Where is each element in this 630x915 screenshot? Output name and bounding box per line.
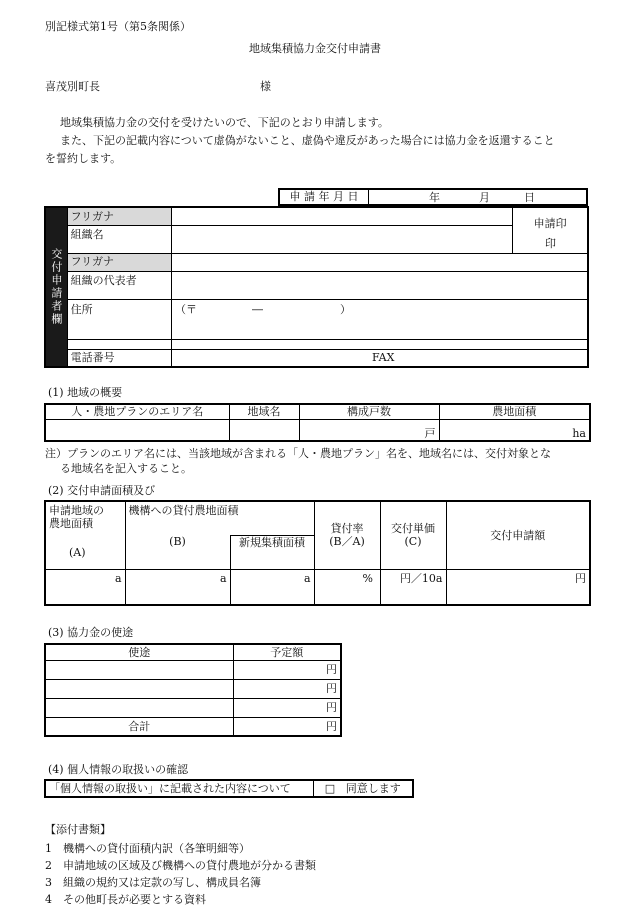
col-unit-price-line2: (C) xyxy=(404,535,422,549)
col-leased-area: 機構への貸付農地面積 xyxy=(125,501,314,535)
usage-field-2[interactable] xyxy=(45,679,233,698)
col-lease-rate-line1: 貸付率 xyxy=(330,522,364,536)
section3-heading: (3) 協力金の使途 xyxy=(48,626,134,639)
privacy-statement: 「個人情報の取扱い」に記載された内容について xyxy=(45,780,313,797)
section1-heading: (1) 地域の概要 xyxy=(48,386,123,399)
amount-field-2[interactable] xyxy=(233,679,341,698)
usage-field-1[interactable] xyxy=(45,660,233,679)
farmland-area-field[interactable] xyxy=(439,419,590,441)
total-label: 合計 xyxy=(45,717,233,736)
unit-price-field[interactable] xyxy=(380,569,446,605)
unit-yen-2: 円 xyxy=(326,681,337,695)
col-application-amount: 交付申請額 xyxy=(446,501,590,569)
households-field[interactable] xyxy=(299,419,439,441)
unit-are-b: a xyxy=(219,571,227,585)
attachment-item: 1 機構への貸付面積内訳（各筆明細等） xyxy=(45,842,250,855)
address-label: 住所 xyxy=(67,299,171,339)
unit-percent: % xyxy=(362,571,373,585)
col-lease-rate-line2: (B／A) xyxy=(329,535,365,549)
address-spacer xyxy=(67,339,171,349)
area-name-field[interactable] xyxy=(45,419,229,441)
attachment-item: 4 その他町長が必要とする資料 xyxy=(45,893,206,906)
fund-usage-table xyxy=(44,643,342,737)
leased-area-field[interactable] xyxy=(125,569,230,605)
address-field-continued[interactable] xyxy=(171,339,588,349)
seal-mark: 印 xyxy=(545,237,556,250)
amount-field-3[interactable] xyxy=(233,698,341,717)
date-year: 年 xyxy=(429,191,440,204)
rep-name-label: 組織の代表者 xyxy=(67,271,171,299)
unit-hectare: ha xyxy=(572,426,586,440)
total-amount-field[interactable] xyxy=(233,717,341,736)
seal-label: 申請印 xyxy=(533,216,567,230)
application-amount-field[interactable] xyxy=(446,569,590,605)
org-name-label: 組織名 xyxy=(67,225,171,253)
fax-label: FAX xyxy=(371,351,395,365)
application-date-field[interactable] xyxy=(369,189,588,205)
section1-note-2: る地域名を記入すること。 xyxy=(60,462,192,475)
col-region-farmland-line1: 申請地域の xyxy=(49,504,104,517)
org-name-field[interactable] xyxy=(171,225,512,253)
document-title: 地域集積協力金交付申請書 xyxy=(249,42,381,55)
col-unit-price-line1: 交付単価 xyxy=(391,522,435,536)
region-overview-table xyxy=(44,403,591,442)
attachment-item: 3 組織の規約又は定款の写し、構成員名簿 xyxy=(45,876,261,889)
col-usage: 使途 xyxy=(45,644,233,660)
org-furigana-field[interactable] xyxy=(171,207,512,225)
unit-yen-per-10a: 円／10a xyxy=(399,571,443,585)
attachments-heading: 【添付書類】 xyxy=(45,823,111,836)
unit-yen-total: 円 xyxy=(326,719,337,733)
privacy-consent-table xyxy=(44,779,414,798)
phone-label: 電話番号 xyxy=(67,349,171,367)
new-consolidation-field[interactable] xyxy=(230,569,314,605)
col-leased-area-b: (B) xyxy=(125,535,230,569)
region-name-field[interactable] xyxy=(229,419,299,441)
lease-rate-field[interactable] xyxy=(314,569,380,605)
unit-yen-1: 円 xyxy=(326,662,337,676)
furigana-label-1: フリガナ xyxy=(67,207,171,225)
postal-code: （〒 ― ） xyxy=(174,302,351,316)
col-lease-rate xyxy=(314,501,380,569)
col-region-farmland-a: (A) xyxy=(69,546,86,560)
addressee: 喜茂別町長 xyxy=(45,80,100,93)
consent-label: 同意します xyxy=(345,781,401,795)
region-farmland-field[interactable] xyxy=(45,569,125,605)
application-area-table xyxy=(44,500,591,606)
unit-are-a: a xyxy=(114,571,122,585)
intro-line-3: を誓約します。 xyxy=(45,152,122,165)
section2-heading: (2) 交付申請面積及び xyxy=(48,484,156,497)
intro-line-2: また、下記の記載内容について虚偽がないこと、虚偽や違反があった場合には協力金を返還すること xyxy=(60,134,555,147)
amount-field-1[interactable] xyxy=(233,660,341,679)
col-planned-amount: 予定額 xyxy=(233,644,341,660)
applicant-table xyxy=(44,206,589,368)
col-region-farmland-line2: 農地面積 xyxy=(49,517,93,531)
intro-line-1: 地域集積協力金の交付を受けたいので、下記のとおり申請します。 xyxy=(60,116,389,129)
address-field[interactable] xyxy=(171,299,588,339)
form-number: 別記様式第1号（第5条関係） xyxy=(45,20,191,33)
unit-households: 戸 xyxy=(424,426,436,440)
date-day: 日 xyxy=(524,191,535,204)
usage-field-3[interactable] xyxy=(45,698,233,717)
col-households: 構成戸数 xyxy=(299,404,439,419)
unit-are-new: a xyxy=(303,571,311,585)
attachments-list xyxy=(45,840,316,908)
rep-name-field[interactable] xyxy=(171,271,588,299)
applicant-section-label: 交付申請者欄 xyxy=(45,207,67,367)
unit-yen-3: 円 xyxy=(326,700,337,714)
col-farmland-area: 農地面積 xyxy=(439,404,590,419)
furigana-label-2: フリガナ xyxy=(67,253,171,271)
application-date-label: 申 請 年 月 日 xyxy=(279,189,369,205)
section4-heading: (4) 個人情報の取扱いの確認 xyxy=(48,763,189,776)
col-region-name: 地域名 xyxy=(229,404,299,419)
unit-yen: 円 xyxy=(575,571,586,585)
col-new-consolidation: 新規集積面積 xyxy=(230,535,314,569)
col-unit-price xyxy=(380,501,446,569)
consent-checkbox[interactable]: □ xyxy=(324,781,336,795)
addressee-honorific: 様 xyxy=(260,80,271,93)
attachment-item: 2 申請地域の区域及び機構への貸付農地が分かる書類 xyxy=(45,859,316,872)
rep-furigana-field[interactable] xyxy=(171,253,588,271)
date-month: 月 xyxy=(479,191,490,204)
phone-fax-field[interactable] xyxy=(171,349,588,367)
col-region-farmland xyxy=(45,501,125,569)
section1-note-1: 注）プランのエリア名には、当該地域が含まれる「人・農地プラン」名を、地域名には、交付対象とな xyxy=(45,447,551,460)
col-area-name: 人・農地プランのエリア名 xyxy=(45,404,229,419)
consent-checkbox-cell[interactable] xyxy=(313,780,413,797)
application-date-table xyxy=(278,188,588,206)
